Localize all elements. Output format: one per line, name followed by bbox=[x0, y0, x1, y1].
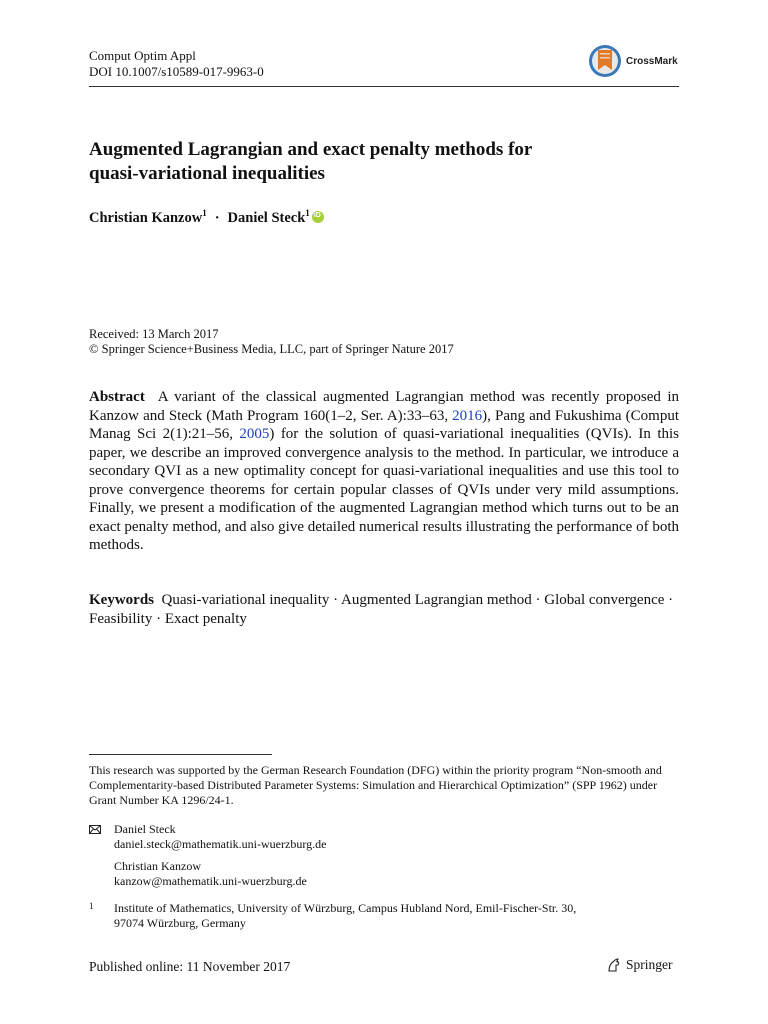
author-steck[interactable]: Daniel Steck bbox=[227, 210, 306, 226]
crossmark-badge[interactable] bbox=[588, 44, 678, 78]
contact-name: Christian Kanzow bbox=[114, 859, 201, 873]
author-kanzow[interactable]: Christian Kanzow bbox=[89, 210, 203, 226]
footnote-rule bbox=[89, 754, 272, 755]
contact-steck bbox=[114, 822, 514, 852]
header-rule bbox=[89, 86, 679, 87]
affiliation-line-1: Institute of Mathematics, University of Würzburg, Campus Hubland Nord, Emil-Fischer-Str. 30, bbox=[114, 901, 577, 915]
received-date: Received: 13 March 2017 bbox=[89, 327, 219, 341]
keywords bbox=[89, 591, 679, 628]
citation-link-2005[interactable]: 2005 bbox=[239, 426, 270, 442]
abstract-text-b: ), Pang and Fukushima (Comput Manag Sci 2(1):21–56, bbox=[89, 407, 679, 442]
springer-horse-icon bbox=[606, 957, 622, 973]
copyright: © Springer Science+Business Media, LLC, part of Springer Nature 2017 bbox=[89, 342, 454, 356]
journal-header bbox=[89, 48, 264, 80]
springer-logo bbox=[606, 957, 673, 973]
journal-name: Comput Optim Appl bbox=[89, 48, 196, 63]
title-line-1: Augmented Lagrangian and exact penalty methods for bbox=[89, 139, 533, 160]
funding-footnote: This research was supported by the German Research Foundation (DFG) within the priority program “Non-smooth and Complementarity-based Distributed Parameter Systems: Simulation and Hierarchical Optimization” (SPP 1962) under Grant Number KA 1296/24-1. bbox=[89, 763, 662, 807]
affil-mark: 1 bbox=[305, 208, 310, 218]
paper-title bbox=[89, 138, 689, 186]
crossmark-label: CrossMark bbox=[626, 55, 678, 67]
abstract-label: Abstract bbox=[89, 389, 145, 405]
orcid-icon[interactable] bbox=[312, 211, 324, 223]
keywords-text: Quasi-variational inequality · Augmented Lagrangian method · Global convergence · Feasibility · Exact penalty bbox=[89, 592, 674, 627]
publisher-name: Springer bbox=[626, 957, 673, 972]
keywords-label: Keywords bbox=[89, 592, 154, 608]
contact-kanzow bbox=[114, 859, 514, 889]
affiliation-text bbox=[114, 901, 679, 931]
contact-name: Daniel Steck bbox=[114, 822, 176, 836]
abstract bbox=[89, 388, 679, 555]
contact-email[interactable]: kanzow@mathematik.uni-wuerzburg.de bbox=[114, 874, 307, 888]
affil-mark: 1 bbox=[202, 208, 207, 218]
abstract-text-a: A variant of the classical augmented Lagrangian method was recently proposed in Kanzow and Steck (Math Program 160(1–2, Ser. A):33–63, bbox=[89, 389, 680, 424]
author-separator: · bbox=[214, 210, 220, 226]
contact-email[interactable]: daniel.steck@mathematik.uni-wuerzburg.de bbox=[114, 837, 327, 851]
doi[interactable]: DOI 10.1007/s10589-017-9963-0 bbox=[89, 64, 264, 79]
abstract-text-c: ) for the solution of quasi-variational inequalities (QVIs). In this paper, we describe an improved convergence analysis to the method. In particular, we introduce a secondary QVI as a new optimality concept for quasi-variational inequalities and use this tool to prove convergence theorems for certain popular classes of QVIs under very mild assumptions. Finally, we present a modification of the augmented Lagrangian method which turns out to be an exact penalty method, and also give detailed numerical results illustrating the performance of both methods. bbox=[89, 426, 679, 553]
crossmark-icon bbox=[588, 44, 622, 78]
title-line-2: quasi-variational inequalities bbox=[89, 163, 325, 184]
citation-link-2016[interactable]: 2016 bbox=[452, 407, 483, 424]
affiliation-mark: 1 bbox=[89, 901, 94, 911]
envelope-icon bbox=[89, 825, 101, 834]
author-list bbox=[89, 208, 324, 227]
published-online: Published online: 11 November 2017 bbox=[89, 959, 291, 974]
article-dates bbox=[89, 327, 454, 357]
affiliation-line-2: 97074 Würzburg, Germany bbox=[114, 916, 246, 930]
